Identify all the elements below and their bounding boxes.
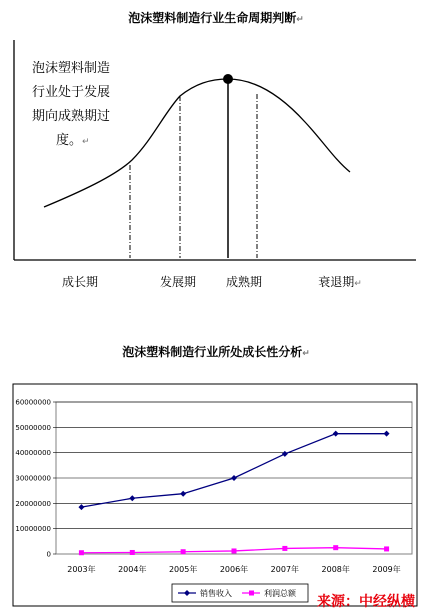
annotation-line-3: 期向成熟期过 xyxy=(32,109,111,124)
lifecycle-chart xyxy=(14,10,416,289)
data-point-profit xyxy=(333,545,338,550)
stage-label-development: 发展期 xyxy=(159,275,197,289)
x-tick-label: 2009年 xyxy=(372,565,401,574)
x-tick-label: 2003年 xyxy=(67,565,96,574)
y-tick-label: 40000000 xyxy=(15,449,51,458)
lifecycle-title-mark: ↵ xyxy=(296,15,304,25)
legend-marker-profit xyxy=(249,591,254,596)
x-tick-label: 2006年 xyxy=(219,565,249,574)
growth-title-mark: ↵ xyxy=(302,349,310,359)
legend xyxy=(172,584,308,602)
stage-label-growth: 成长期 xyxy=(61,275,99,289)
x-tick-label: 2004年 xyxy=(118,565,147,574)
data-point-profit xyxy=(384,546,389,551)
stage-label-mark: ↵ xyxy=(354,279,362,289)
annotation-line-1: 泡沫塑料制造 xyxy=(32,61,111,76)
annotation-mark: ↵ xyxy=(82,137,90,147)
data-point-profit xyxy=(130,550,135,555)
data-point-profit xyxy=(282,546,287,551)
x-tick-label: 2008年 xyxy=(321,565,350,574)
y-tick-label: 20000000 xyxy=(15,499,51,508)
legend-label-profit: 利润总额 xyxy=(264,589,296,598)
lifecycle-title: 泡沫塑料制造行业生命周期判断↵ xyxy=(128,11,304,25)
source-label: 来源：中经纵横 xyxy=(317,594,415,610)
y-tick-label: 10000000 xyxy=(15,525,51,534)
y-tick-label: 50000000 xyxy=(15,423,51,432)
x-tick-label: 2007年 xyxy=(270,565,300,574)
y-tick-label: 60000000 xyxy=(15,398,51,407)
y-tick-label: 30000000 xyxy=(15,474,51,483)
x-tick-label: 2005年 xyxy=(168,565,198,574)
legend-label-sales: 销售收入 xyxy=(200,589,232,598)
annotation-line-2: 行业处于发展 xyxy=(32,85,111,100)
stage-label-decline: 衰退期↵ xyxy=(318,275,362,289)
data-point-profit xyxy=(232,548,237,553)
stage-label-maturity: 成熟期 xyxy=(225,275,263,289)
growth-title: 泡沫塑料制造行业所处成长性分析↵ xyxy=(122,345,310,359)
growth-chart xyxy=(13,344,417,610)
data-point-profit xyxy=(79,550,84,555)
peak-marker xyxy=(223,74,233,84)
annotation-line-4: 度。↵ xyxy=(56,133,90,148)
data-point-profit xyxy=(181,549,186,554)
y-tick-label: 0 xyxy=(46,550,51,559)
